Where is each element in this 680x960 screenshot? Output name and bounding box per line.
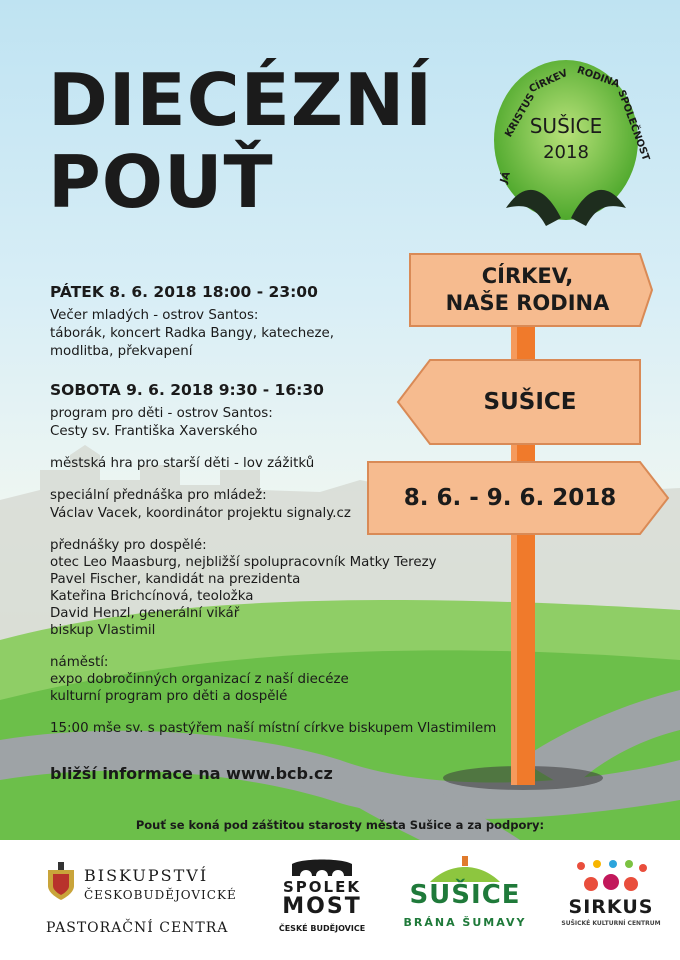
sign-middle: SUŠICE — [483, 389, 577, 415]
sirkus-line-1: SIRKUS — [568, 896, 654, 918]
hill-icon — [430, 856, 500, 882]
sign-top-line-1: CÍRKEV, — [481, 264, 574, 288]
logo-biskupstvi — [40, 858, 240, 948]
adults-line-2: Pavel Fischer, kandidát na prezidenta — [50, 572, 301, 587]
biskupstvi-line-2: ČESKOBUDĚJOVICKÉ — [84, 888, 237, 902]
kids-line-2: Cesty sv. Františka Xaverského — [50, 424, 258, 439]
adults-line-4: David Henzl, generální vikář — [50, 606, 240, 621]
youth-line: Václav Vacek, koordinátor projektu signaly.cz — [50, 506, 351, 521]
badge-word-spolecnost: SPOLEČNOST — [615, 88, 652, 163]
event-badge — [486, 58, 652, 228]
adults-title: přednášky pro dospělé: — [50, 538, 207, 553]
adults-line-5: biskup Vlastimil — [50, 623, 156, 638]
badge-town: SUŠICE — [529, 114, 603, 138]
friday-line-1: Večer mladých - ostrov Santos: — [50, 308, 259, 323]
friday-line-2: táborák, koncert Radka Bangy, katecheze, — [50, 326, 335, 341]
biskupstvi-line-1: BISKUPSTVÍ — [84, 866, 209, 885]
logo-spolek-most — [272, 854, 372, 950]
youth-title: speciální přednáška pro mládež: — [50, 488, 267, 503]
adults-line-1: otec Leo Maasburg, nejbližší spolupracovník Matky Terezy — [50, 555, 437, 570]
bridge-icon — [292, 858, 352, 876]
footnote: Pouť se koná pod záštitou starosty města Sušice a za podpory: — [135, 818, 545, 832]
sponsor-footer — [0, 840, 680, 960]
susice-line-1: SUŠICE — [409, 880, 521, 910]
badge-word-cirkev: CÍRKEV — [527, 67, 570, 96]
sirkus-line-2: SUŠICKÉ KULTURNÍ CENTRUM — [561, 920, 661, 927]
sign-bottom: 8. 6. - 9. 6. 2018 — [403, 485, 617, 511]
title-line-1: DIECÉZNÍ — [48, 58, 434, 142]
badge-year: 2018 — [543, 142, 589, 163]
friday-line-3: modlitba, překvapení — [50, 344, 193, 359]
biskupstvi-line-3: PASTORAČNÍ CENTRA — [46, 920, 229, 936]
adults-line-3: Kateřina Brichcínová, teoložka — [50, 589, 254, 604]
square-line-1: expo dobročinných organizací z naší diecéze — [50, 672, 349, 687]
coat-of-arms-icon — [44, 862, 78, 902]
badge-word-ja: JÁ — [498, 170, 513, 185]
badge-word-rodina: RODINA — [575, 64, 621, 91]
square-title: náměstí: — [50, 655, 109, 670]
kids-line-1: program pro děti - ostrov Santos: — [50, 406, 273, 421]
mass-line: 15:00 mše sv. s pastýřem naší místní církve biskupem Vlastimilem — [50, 721, 497, 736]
susice-line-2: BRÁNA ŠUMAVY — [403, 916, 527, 929]
city-game: městská hra pro starší děti - lov zážitků — [50, 456, 315, 471]
friday-header: PÁTEK 8. 6. 2018 18:00 - 23:00 — [50, 283, 318, 301]
info-link[interactable]: bližší informace na www.bcb.cz — [50, 764, 333, 783]
badge-word-kristus: KRISTUS — [503, 91, 538, 140]
saturday-header: SOBOTA 9. 6. 2018 9:30 - 16:30 — [50, 381, 324, 399]
most-line-1: SPOLEK — [283, 878, 361, 896]
sign-top-line-2: NAŠE RODINA — [445, 291, 610, 315]
logo-susice — [400, 854, 530, 950]
sign-top — [410, 254, 645, 326]
square-line-2: kulturní program pro děti a dospělé — [50, 689, 288, 704]
most-line-3: ČESKÉ BUDĚJOVICE — [278, 924, 366, 933]
most-line-2: MOST — [282, 894, 362, 919]
logo-sirkus — [556, 856, 666, 946]
title-line-2: POUŤ — [48, 140, 274, 224]
sirkus-dots-icon — [571, 858, 651, 894]
